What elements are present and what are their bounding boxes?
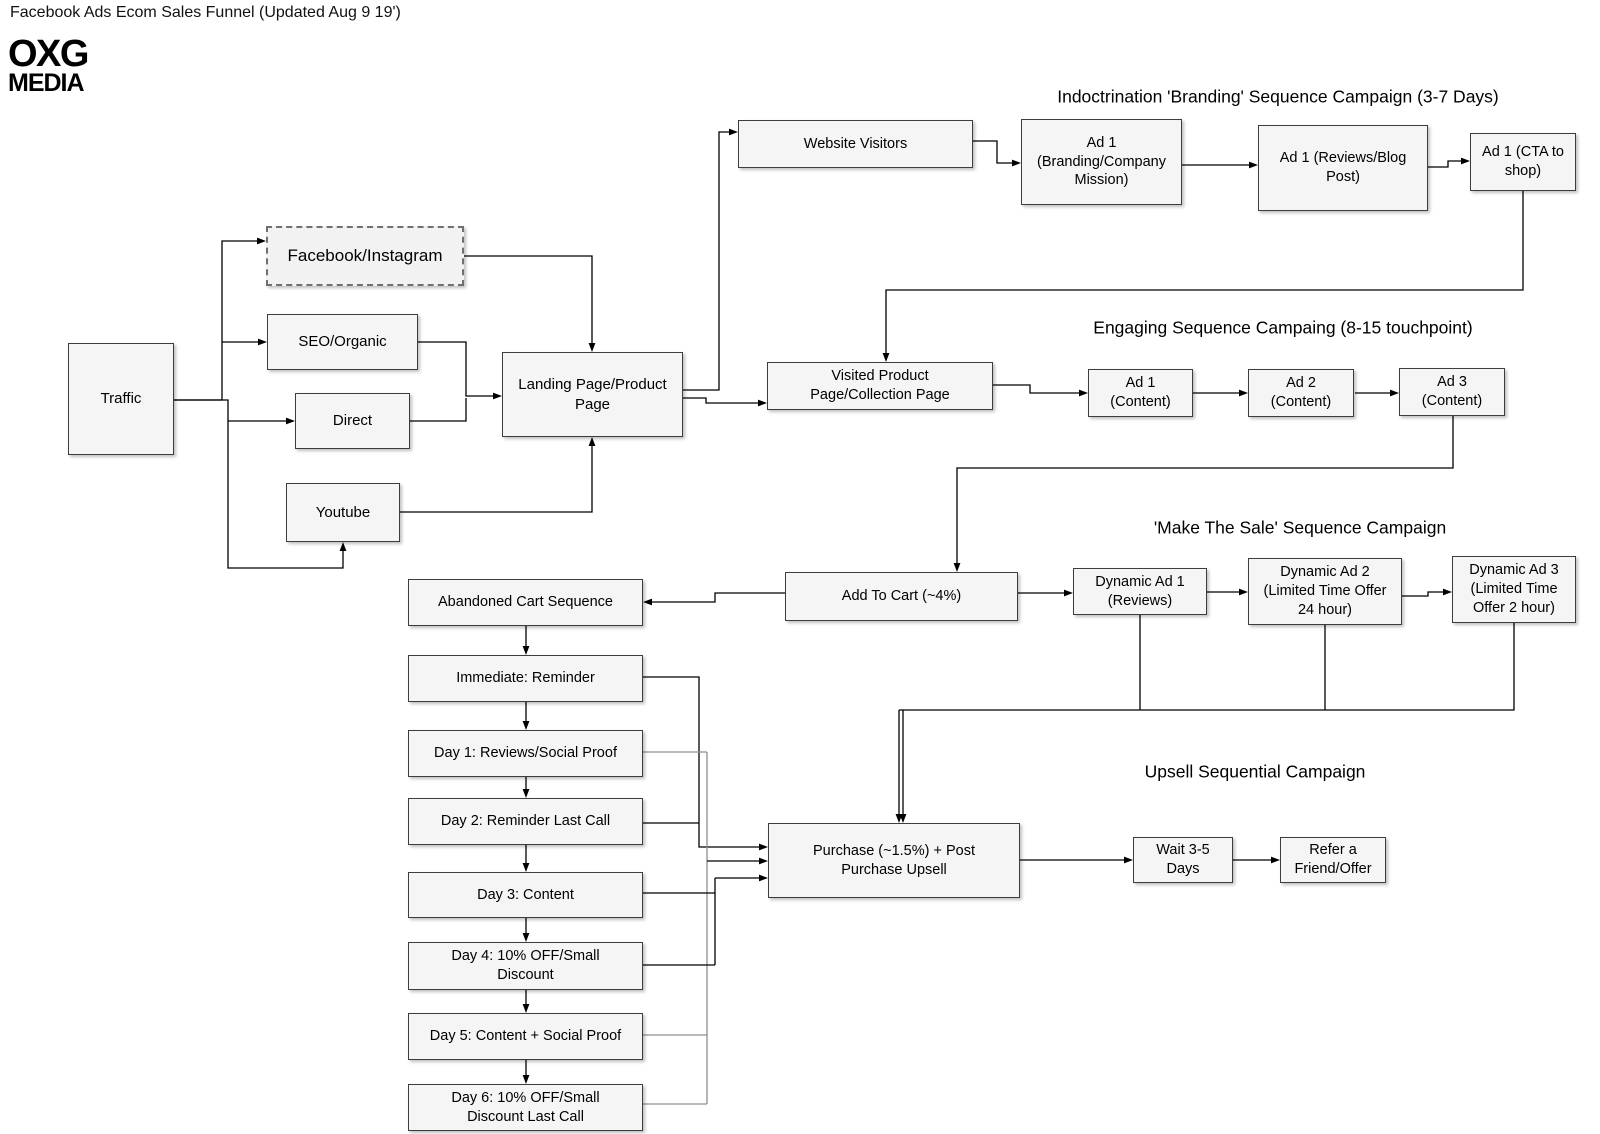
heading-engaging: Engaging Sequence Campaing (8-15 touchpoint) xyxy=(1093,317,1473,338)
logo-line2: MEDIA xyxy=(8,69,84,98)
node-visited-product xyxy=(767,362,993,410)
arrowhead xyxy=(1461,158,1470,165)
node-label: Landing Page/Product Page xyxy=(518,376,667,413)
node-purchase xyxy=(768,823,1020,898)
connector xyxy=(993,385,1081,393)
node-day4 xyxy=(408,942,643,990)
connector xyxy=(410,398,466,421)
node-day6 xyxy=(408,1084,643,1131)
node-direct xyxy=(295,393,410,449)
node-label: Add To Cart (~4%) xyxy=(841,588,962,605)
node-ad1-cta xyxy=(1470,133,1576,191)
node-facebook-instagram xyxy=(266,226,464,286)
arrowhead xyxy=(1239,589,1248,596)
arrowhead xyxy=(1239,390,1248,397)
arrowhead xyxy=(523,1075,530,1084)
node-label: Ad 1 (Content) xyxy=(1110,375,1171,410)
node-label: Refer a Friend/Offer xyxy=(1294,842,1372,877)
connector xyxy=(173,400,288,421)
node-label: Website Visitors xyxy=(803,135,908,152)
arrowhead xyxy=(286,418,295,425)
node-label: Dynamic Ad 3 (Limited Time Offer 2 hour) xyxy=(1469,562,1559,616)
arrowhead xyxy=(759,844,768,851)
arrowhead xyxy=(340,542,347,551)
node-label: Youtube xyxy=(315,503,371,521)
node-label: Dynamic Ad 1 (Reviews) xyxy=(1095,573,1185,609)
arrowhead xyxy=(759,875,768,882)
arrowhead xyxy=(1249,162,1258,169)
arrowhead xyxy=(258,339,267,346)
arrowhead xyxy=(1271,857,1280,864)
node-dynamic-ad1 xyxy=(1073,568,1207,615)
node-abandoned-cart xyxy=(408,579,643,626)
connector xyxy=(899,623,1514,710)
node-label: Ad 1 (Reviews/Blog Post) xyxy=(1279,150,1407,185)
connector xyxy=(418,342,495,396)
arrowhead xyxy=(523,721,530,730)
node-refer-a-friend xyxy=(1280,837,1386,883)
arrowhead xyxy=(954,563,961,572)
arrowhead xyxy=(1064,590,1073,597)
node-traffic xyxy=(68,343,174,455)
oxg-media-logo xyxy=(8,33,88,98)
node-ad1-content xyxy=(1088,369,1193,417)
arrowhead xyxy=(523,1004,530,1013)
node-label: Direct xyxy=(332,412,373,430)
node-add-to-cart xyxy=(785,572,1018,621)
arrowhead xyxy=(1079,390,1088,397)
connector xyxy=(1402,592,1445,596)
arrowhead xyxy=(900,814,907,823)
arrowhead xyxy=(523,863,530,872)
connector xyxy=(957,416,1453,565)
arrowhead xyxy=(896,814,903,823)
connector xyxy=(400,444,592,512)
arrowhead xyxy=(589,437,596,446)
node-day1 xyxy=(408,730,643,777)
node-label: Purchase (~1.5%) + Post Purchase Upsell xyxy=(813,842,975,878)
arrowhead xyxy=(1124,857,1133,864)
node-ad1-reviews-blog xyxy=(1258,125,1428,211)
node-label: Day 6: 10% OFF/Small Discount Last Call xyxy=(451,1089,600,1125)
arrowhead xyxy=(257,238,266,245)
arrowhead xyxy=(493,393,502,400)
node-dynamic-ad2 xyxy=(1248,558,1402,625)
node-landing-page xyxy=(502,352,683,437)
arrowhead xyxy=(523,646,530,655)
arrowhead xyxy=(1012,160,1021,167)
arrowhead xyxy=(729,129,738,136)
node-youtube xyxy=(286,483,400,542)
node-label: SEO/Organic xyxy=(298,333,387,351)
arrowhead xyxy=(759,858,768,865)
node-ad1-branding xyxy=(1021,119,1182,205)
connector xyxy=(464,256,592,345)
node-website-visitors xyxy=(738,120,973,168)
arrowhead xyxy=(758,400,767,407)
node-label: Visited Product Page/Collection Page xyxy=(810,368,950,403)
arrowhead xyxy=(883,353,890,362)
node-ad2-content xyxy=(1248,369,1354,417)
arrowhead xyxy=(523,789,530,798)
node-seo-organic xyxy=(267,314,418,370)
connector xyxy=(173,241,259,400)
node-label: Dynamic Ad 2 (Limited Time Offer 24 hour) xyxy=(1263,564,1387,618)
heading-indoctrination: Indoctrination 'Branding' Sequence Campaign (3-7 Days) xyxy=(1057,86,1499,107)
node-label: Day 5: Content + Social Proof xyxy=(429,1028,622,1045)
node-label: Traffic xyxy=(100,390,142,408)
node-label: Ad 1 (CTA to shop) xyxy=(1482,144,1564,179)
node-dynamic-ad3 xyxy=(1452,556,1576,623)
node-label: Day 2: Reminder Last Call xyxy=(440,813,611,830)
node-label: Ad 1 (Branding/Company Mission) xyxy=(1037,134,1166,189)
arrowhead xyxy=(1443,589,1452,596)
node-wait-3-5-days xyxy=(1133,837,1233,883)
heading-make-the-sale: 'Make The Sale' Sequence Campaign xyxy=(1153,517,1447,538)
node-label: Ad 3 (Content) xyxy=(1421,374,1483,409)
node-label: Ad 2 (Content) xyxy=(1270,375,1332,410)
node-label: Facebook/Instagram xyxy=(287,245,443,265)
node-immediate-reminder xyxy=(408,655,643,702)
arrowhead xyxy=(589,343,596,352)
logo-line1: OXG xyxy=(8,33,88,75)
connector xyxy=(650,593,785,602)
node-day3 xyxy=(408,872,643,918)
node-label: Wait 3-5 Days xyxy=(1156,842,1210,877)
connector xyxy=(683,132,731,390)
node-label: Abandoned Cart Sequence xyxy=(438,594,613,611)
node-day2 xyxy=(408,798,643,845)
page-title: Facebook Ads Ecom Sales Funnel (Updated Aug 9 19') xyxy=(10,4,401,21)
connector xyxy=(973,141,1014,163)
node-label: Day 1: Reviews/Social Proof xyxy=(434,745,617,762)
node-day5 xyxy=(408,1013,643,1060)
node-label: Day 3: Content xyxy=(477,886,574,903)
connector xyxy=(1428,161,1463,167)
connector xyxy=(643,677,761,847)
connector xyxy=(683,398,760,403)
heading-upsell: Upsell Sequential Campaign xyxy=(1144,761,1366,782)
arrowhead xyxy=(643,599,652,606)
node-ad3-content xyxy=(1399,368,1505,416)
arrowhead xyxy=(1390,390,1399,397)
node-label: Day 4: 10% OFF/Small Discount xyxy=(451,948,600,983)
arrowhead xyxy=(523,933,530,942)
node-label: Immediate: Reminder xyxy=(456,670,595,687)
